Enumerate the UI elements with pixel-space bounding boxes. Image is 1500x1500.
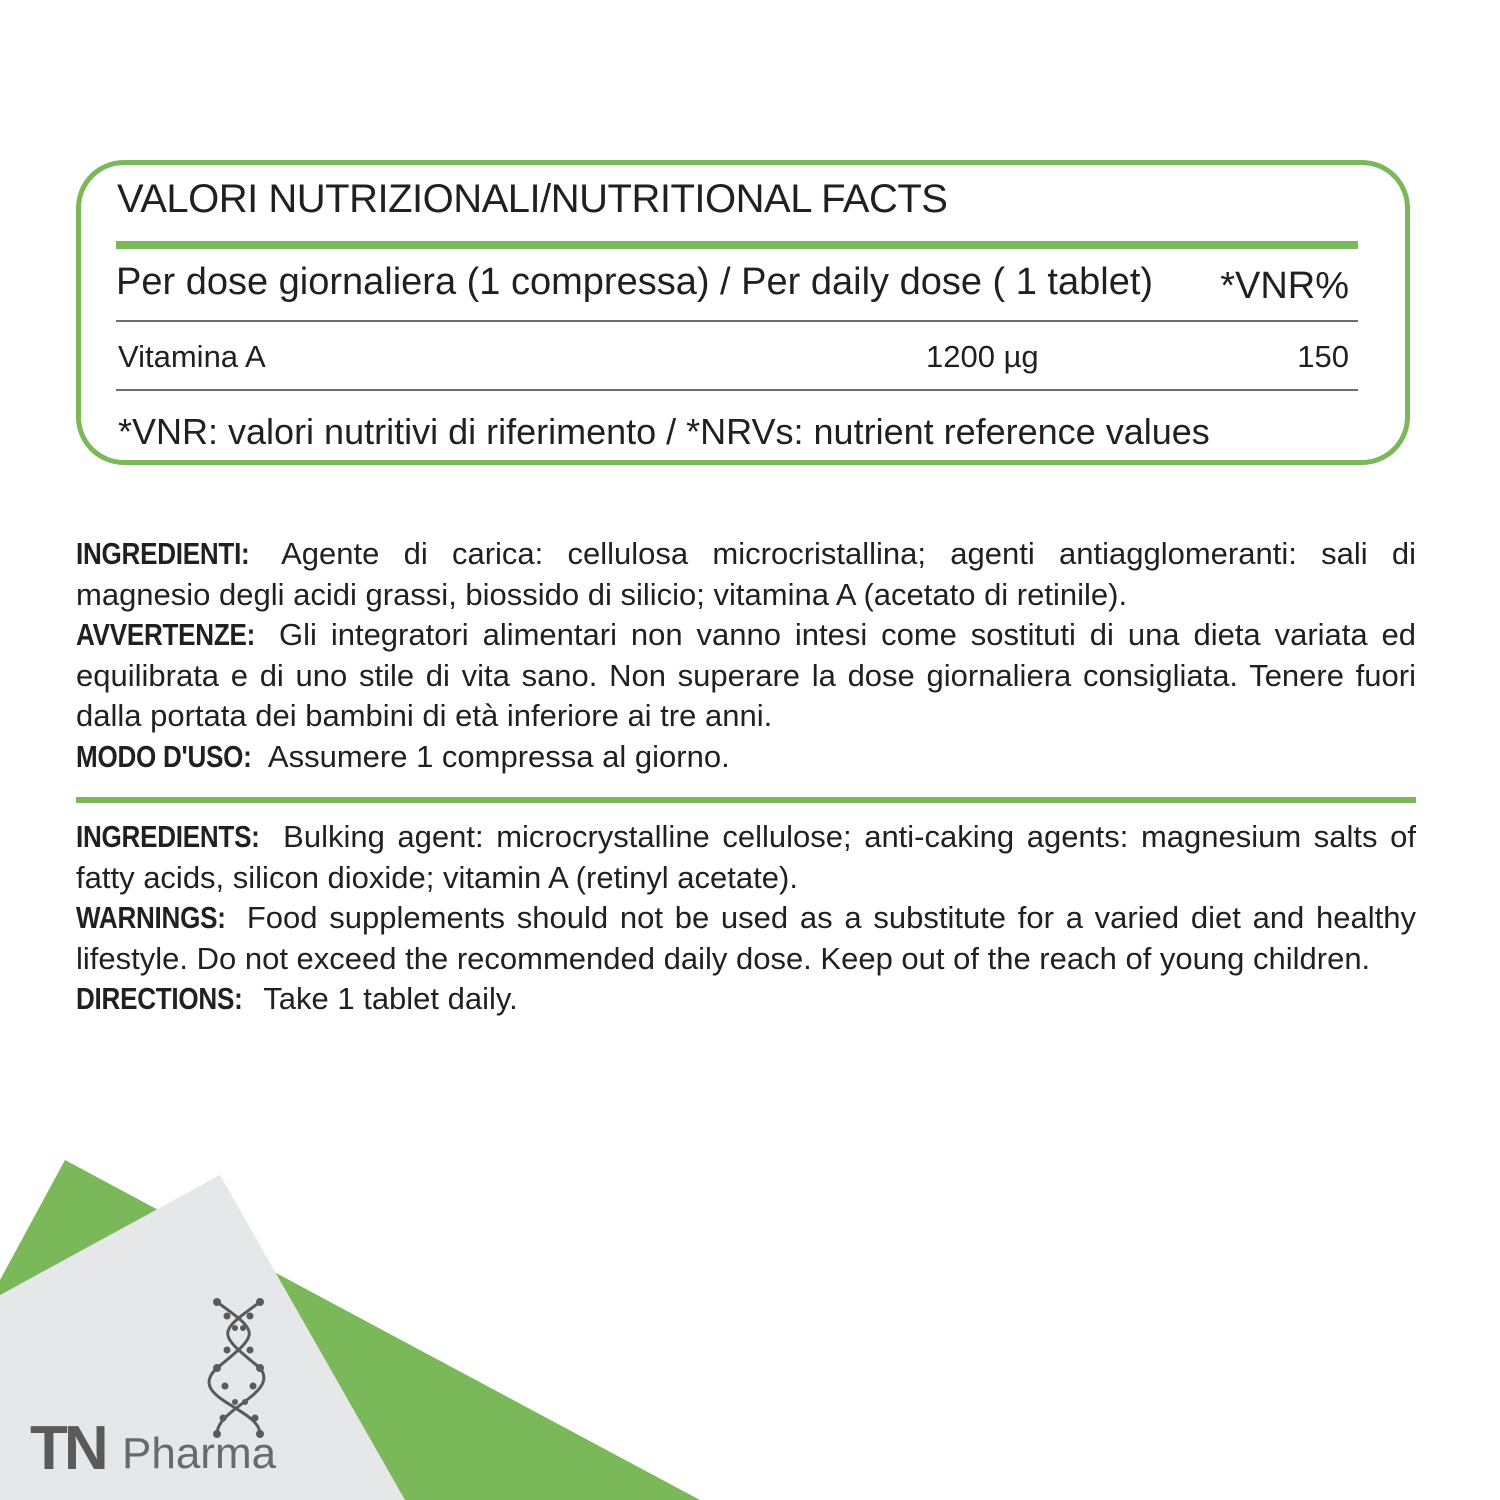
facts-row-name: Vitamina A bbox=[118, 339, 266, 374]
brand-logo-pharma: Pharma bbox=[122, 1429, 277, 1478]
ingredienti-text: Agente di carica: cellulosa microcristallina; agenti antiagglomeranti: sali di magnesio degli acidi grassi, biossido di silicio; vitamina A (acetato di retinile). bbox=[76, 536, 1416, 612]
warnings-paragraph bbox=[76, 898, 1416, 979]
avvertenze-text: Gli integratori alimentari non vanno intesi come sostituti di una dieta variata ed equilibrata e di uno stile di vita sano. Non superare la dose giornaliera consigliata. Tenere fuori dalla portata dei bambini di età inferiore ai tre anni. bbox=[76, 617, 1416, 733]
ingredienti-paragraph bbox=[76, 534, 1416, 615]
brand-logo-tn: TN bbox=[30, 1414, 105, 1483]
facts-row-rule bbox=[116, 389, 1358, 391]
facts-title-rule bbox=[116, 241, 1358, 249]
facts-row-amount: 1200 µg bbox=[926, 339, 1039, 374]
warnings-text: Food supplements should not be used as a substitute for a varied diet and healthy lifestyle. Do not exceed the recommended daily dose. Keep out of the reach of young children. bbox=[76, 900, 1416, 976]
facts-title: VALORI NUTRIZIONALI/NUTRITIONAL FACTS bbox=[117, 177, 948, 221]
avvertenze-label: AVVERTENZE: bbox=[76, 617, 256, 652]
warnings-label: WARNINGS: bbox=[76, 900, 226, 935]
ingredients-text: Bulking agent: microcrystalline cellulose; anti-caking agents: magnesium salts of fatty acids, silicon dioxide; vitamin A (retinyl acetate). bbox=[76, 819, 1416, 895]
ingredients-paragraph bbox=[76, 817, 1416, 898]
facts-row-vnr: 150 bbox=[1297, 339, 1349, 374]
directions-text: Take 1 tablet daily. bbox=[255, 981, 518, 1016]
facts-footnote: *VNR: valori nutritivi di riferimento / *NRVs: nutrient reference values bbox=[118, 411, 1210, 452]
english-label-text bbox=[76, 817, 1416, 1020]
section-divider bbox=[76, 797, 1416, 803]
directions-paragraph bbox=[76, 979, 1416, 1020]
italian-label-text bbox=[76, 534, 1416, 777]
directions-label: DIRECTIONS: bbox=[76, 981, 243, 1016]
nutrition-facts-box bbox=[76, 160, 1410, 465]
dna-helix-icon bbox=[205, 1298, 275, 1438]
modo-uso-paragraph bbox=[76, 737, 1416, 778]
facts-header-dose: Per dose giornaliera (1 compressa) / Per daily dose ( 1 tablet) bbox=[116, 261, 1154, 303]
facts-header-rule bbox=[116, 320, 1358, 322]
modo-uso-label: MODO D'USO: bbox=[76, 738, 252, 774]
avvertenze-paragraph bbox=[76, 615, 1416, 737]
facts-header-vnr: *VNR% bbox=[1220, 265, 1349, 307]
ingredients-label: INGREDIENTS: bbox=[76, 819, 260, 854]
ingredienti-label: INGREDIENTI: bbox=[76, 536, 250, 571]
modo-uso-text: Assumere 1 compressa al giorno. bbox=[261, 738, 730, 774]
